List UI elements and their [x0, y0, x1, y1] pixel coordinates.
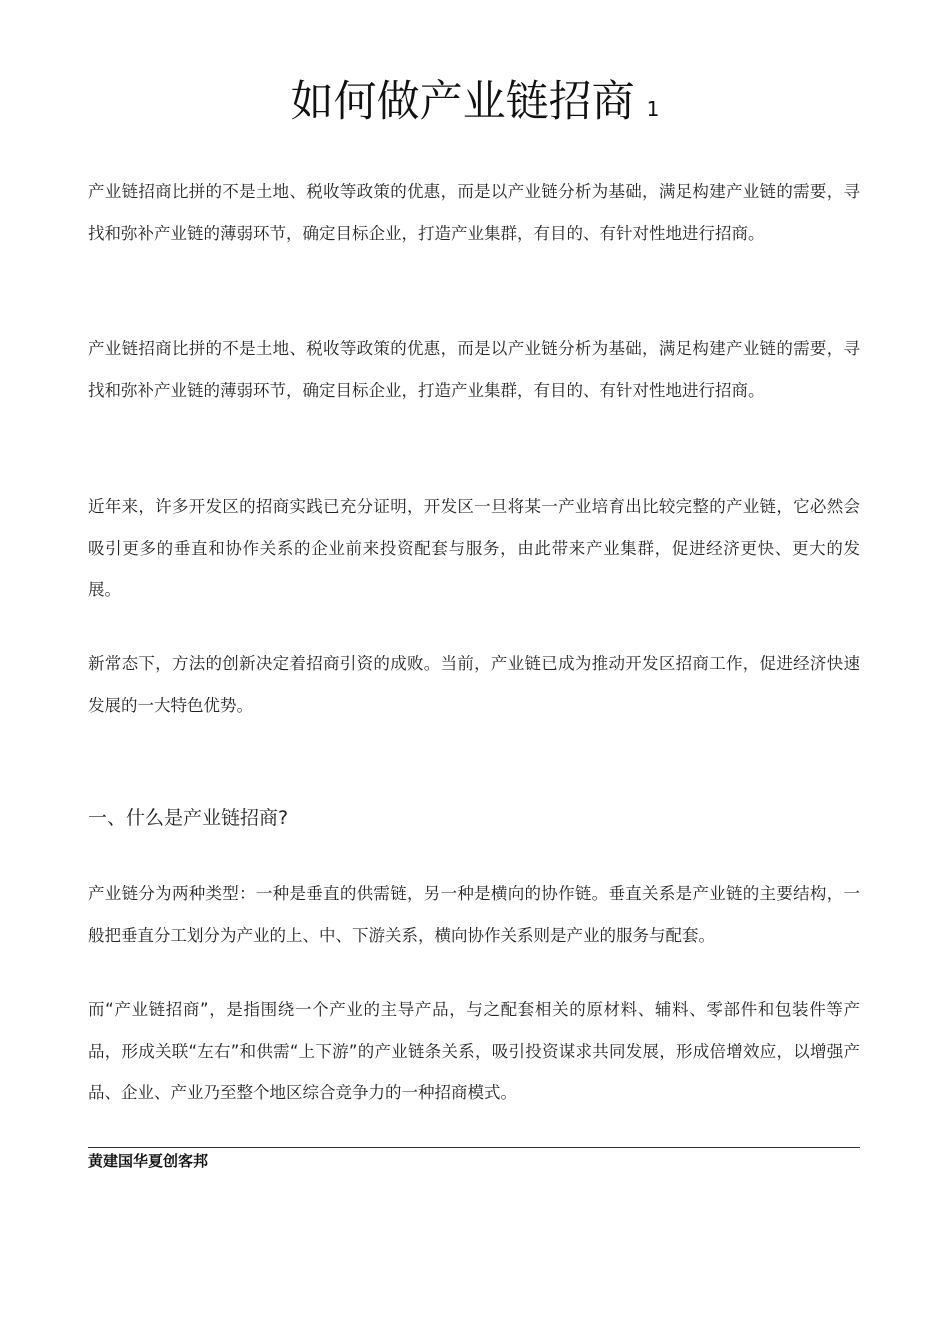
section-paragraph-2: 而“产业链招商”，是指围绕一个产业的主导产品，与之配套相关的原材料、辅料、零部件和包装件等产品，形成关联“左右”和供需“上下游”的产业链条关系，吸引投资谋求共同发展，形成倍增效应，以增强产品、企业、产业乃至整个地区综合竞争力的一种招商模式。: [88, 1000, 860, 1102]
paragraph-1: 产业链招商比拼的不是土地、税收等政策的优惠，而是以产业链分析为基础，满足构建产业链的需要，寻找和弥补产业链的薄弱环节，确定目标企业，打造产业集群，有目的、有针对性地进行招商。: [88, 182, 860, 243]
title-suffix: 1: [646, 97, 660, 121]
page-title: [0, 72, 950, 139]
footer-author: 黄建国华夏创客邦: [88, 1152, 209, 1170]
paragraph-2: 产业链招商比拼的不是土地、税收等政策的优惠，而是以产业链分析为基础，满足构建产业链的需要，寻找和弥补产业链的薄弱环节，确定目标企业，打造产业集群，有目的、有针对性地进行招商。: [88, 339, 860, 400]
footer-divider: [88, 1147, 860, 1148]
section-paragraph-1: 产业链分为两种类型：一种是垂直的供需链，另一种是横向的协作链。垂直关系是产业链的主要结构，一般把垂直分工划分为产业的上、中、下游关系，横向协作关系则是产业的服务与配套。: [88, 884, 860, 945]
section-heading: 一、什么是产业链招商?: [88, 807, 289, 829]
title-text: 如何做产业链招商: [290, 77, 635, 127]
paragraph-4: 新常态下，方法的创新决定着招商引资的成败。当前，产业链已成为推动开发区招商工作，促进经济快速发展的一大特色优势。: [88, 654, 860, 715]
paragraph-3: 近年来，许多开发区的招商实践已充分证明，开发区一旦将某一产业培育出比较完整的产业链，它必然会吸引更多的垂直和协作关系的企业前来投资配套与服务，由此带来产业集群，促进经济更快、更大的发展。: [88, 497, 860, 599]
